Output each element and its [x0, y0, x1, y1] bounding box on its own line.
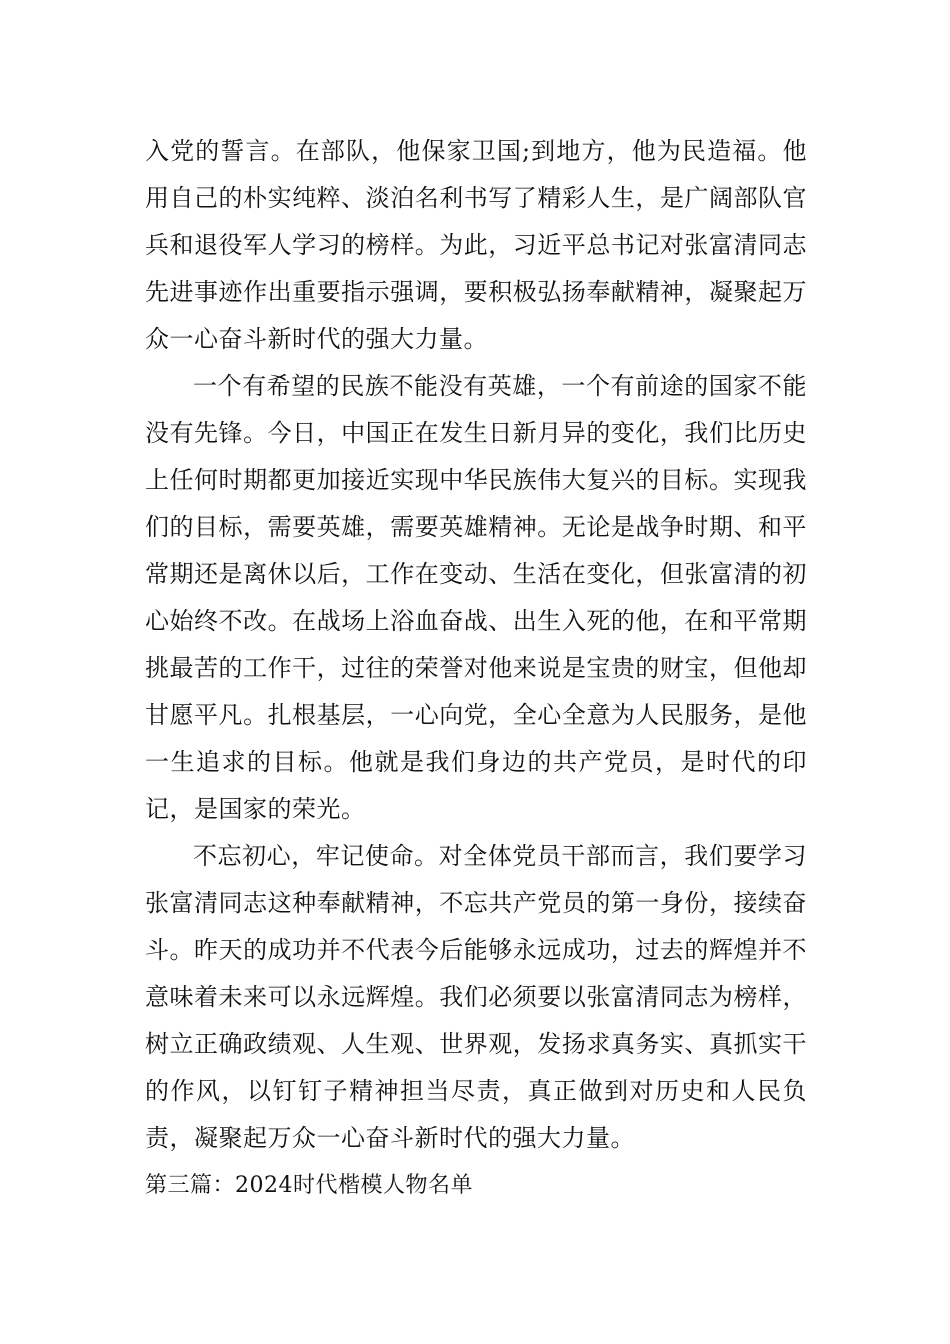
paragraph-1: 入党的誓言。在部队，他保家卫国;到地方，他为民造福。他用自己的朴实纯粹、淡泊名利书写了精彩人生，是广阔部队官兵和退役军人学习的榜样。为此，习近平总书记对张富清同志先进事迹作出重要指示强调，要积极弘扬奉献精神，凝聚起万众一心奋斗新时代的强大力量。: [145, 137, 807, 353]
paragraph-2: 一个有希望的民族不能没有英雄，一个有前途的国家不能没有先锋。今日，中国正在发生日新月异的变化，我们比历史上任何时期都更加接近实现中华民族伟大复兴的目标。实现我们的目标，需要英雄，需要英雄精神。无论是战争时期、和平常期还是离休以后，工作在变动、生活在变化，但张富清的初心始终不改。在战场上浴血奋战、出生入死的他，在和平常期挑最苦的工作干，过往的荣誉对他来说是宝贵的财宝，但他却甘愿平凡。扎根基层，一心向党，全心全意为人民服务，是他一生追求的目标。他就是我们身边的共产党员，是时代的印记，是国家的荣光。: [145, 372, 807, 823]
document-body: [145, 128, 807, 1209]
paragraph-3: 不忘初心，牢记使命。对全体党员干部而言，我们要学习张富清同志这种奉献精神，不忘共产党员的第一身份，接续奋斗。昨天的成功并不代表今后能够永远成功，过去的辉煌并不意味着未来可以永远辉煌。我们必须要以张富清同志为榜样，树立正确政绩观、人生观、世界观，发扬求真务实、真抓实干的作风，以钉钉子精神担当尽责，真正做到对历史和人民负责，凝聚起万众一心奋斗新时代的强大力量。: [145, 842, 807, 1152]
section-heading: 第三篇：2024时代楷模人物名单: [145, 1173, 473, 1198]
